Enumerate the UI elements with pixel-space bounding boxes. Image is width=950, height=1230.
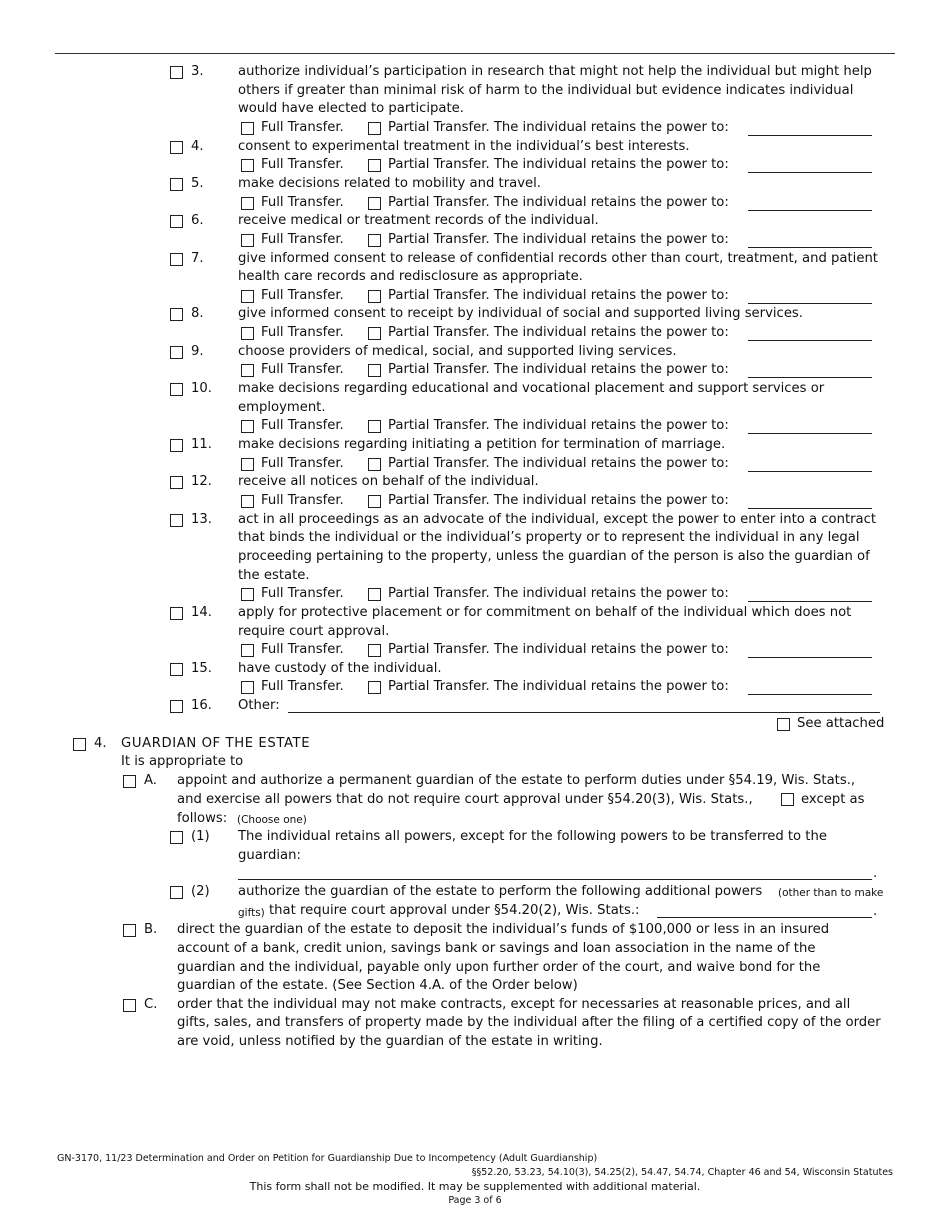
section-4-title: GUARDIAN OF THE ESTATE [121,736,311,751]
option-b-line-3: guardian and the individual, payable only upon further order of the court, and waive bond for the [177,960,821,975]
option-a2-period: . [873,904,878,919]
item-13-number: 13. [191,511,212,527]
footer-statutes: §§52.20, 53.23, 54.10(3), 54.25(2), 54.47, 54.74, Chapter 46 and 54, Wisconsin Statutes [471,1167,893,1178]
item-4-full-transfer-checkbox[interactable] [241,159,254,172]
option-a2-line-1: authorize the guardian of the estate to perform the following additional powers [238,884,763,899]
item-5-full-transfer-checkbox[interactable] [241,197,254,210]
option-a1-line-1: The individual retains all powers, except for the following powers to be transferred to the [238,829,827,844]
choose-one-note: (Choose one) [237,814,307,826]
item-13-text: proceeding pertaining to the property, unless the guardian of the person is also the guardian of [238,548,870,564]
option-c-checkbox[interactable] [123,999,136,1012]
option-c-label: C. [144,997,158,1012]
item-8-partial-transfer-label: Partial Transfer. The individual retains the power to: [388,325,729,341]
option-b-line-2: account of a bank, credit union, savings bank or savings and loan association in the name of the [177,941,816,956]
option-b-label: B. [144,922,158,937]
item-5-partial-transfer-checkbox[interactable] [368,197,381,210]
option-b-line-4: guardian of the estate. (See Section 4.A. of the Order below) [177,978,578,993]
item-15-partial-transfer-label: Partial Transfer. The individual retains the power to: [388,679,729,695]
section-4-number: 4. [94,736,107,751]
option-a1-blank[interactable] [238,879,872,880]
item-11-number: 11. [191,437,212,452]
see-attached-checkbox[interactable] [777,718,790,731]
option-a1-period: . [873,866,878,881]
except-as-follows-checkbox[interactable] [781,793,794,806]
footer-page-number: Page 3 of 6 [448,1195,502,1206]
item-13-text: act in all proceedings as an advocate of the individual, except the power to enter into a contract [238,511,877,527]
item-6-full-transfer-checkbox[interactable] [241,234,254,247]
item-14-text: require court approval. [238,623,390,639]
item-16-checkbox[interactable] [170,700,183,713]
item-7-text: give informed consent to release of confidential records other than court, treatment, and patient [238,250,878,266]
item-4-partial-transfer-checkbox[interactable] [368,159,381,172]
item-8-full-transfer-label: Full Transfer. [261,325,344,341]
item-9-retains-blank[interactable] [748,377,872,378]
section-4-checkbox[interactable] [73,738,86,751]
item-7-full-transfer-checkbox[interactable] [241,290,254,303]
item-15-retains-blank[interactable] [748,694,872,695]
item-10-retains-blank[interactable] [748,433,872,434]
item-5-checkbox[interactable] [170,178,183,191]
item-7-number: 7. [191,250,204,266]
item-10-full-transfer-label: Full Transfer. [261,418,344,434]
item-5-partial-transfer-label: Partial Transfer. The individual retains the power to: [388,194,729,210]
item-14-number: 14. [191,604,212,620]
item-12-checkbox[interactable] [170,476,183,489]
item-7-checkbox[interactable] [170,253,183,266]
item-10-full-transfer-checkbox[interactable] [241,420,254,433]
item-9-partial-transfer-checkbox[interactable] [368,364,381,377]
item-8-checkbox[interactable] [170,308,183,321]
item-11-partial-transfer-label: Partial Transfer. The individual retains the power to: [388,455,729,471]
item-6-checkbox[interactable] [170,215,183,228]
option-a2-label: (2) [191,884,210,899]
item-9-number: 9. [191,343,204,359]
option-a-line-1: appoint and authorize a permanent guardian of the estate to perform duties under §54.19, Wis. Stats., [177,773,856,788]
option-a2-note: (other than to make [778,887,884,899]
item-10-text: employment. [238,399,326,415]
item-7-partial-transfer-label: Partial Transfer. The individual retains the power to: [388,287,729,303]
item-5-retains-blank[interactable] [748,210,872,211]
item-11-retains-blank[interactable] [748,471,872,472]
item-9-partial-transfer-label: Partial Transfer. The individual retains the power to: [388,362,729,378]
item-8-partial-transfer-checkbox[interactable] [368,327,381,340]
item-14-checkbox[interactable] [170,607,183,620]
item-3-text: would have elected to participate. [238,101,464,117]
item-15-number: 15. [191,660,212,676]
item-8-full-transfer-checkbox[interactable] [241,327,254,340]
item-6-partial-transfer-checkbox[interactable] [368,234,381,247]
option-c-line-3: are void, unless notified by the guardian of the estate in writing. [177,1034,603,1049]
option-a-line-3: follows: [177,811,228,826]
item-4-retains-blank[interactable] [748,172,872,173]
item-11-full-transfer-checkbox[interactable] [241,458,254,471]
item-15-checkbox[interactable] [170,663,183,676]
option-a2-blank[interactable] [657,917,872,918]
item-12-number: 12. [191,474,212,490]
option-a-label: A. [144,773,157,788]
other-blank[interactable] [288,712,880,713]
item-3-checkbox[interactable] [170,66,183,79]
option-a-checkbox[interactable] [123,775,136,788]
item-13-partial-transfer-label: Partial Transfer. The individual retains the power to: [388,586,729,602]
item-14-retains-blank[interactable] [748,657,872,658]
option-a2-line-2: that require court approval under §54.20(2), Wis. Stats.: [269,903,640,918]
item-6-retains-blank[interactable] [748,247,872,248]
item-3-text: authorize individual’s participation in research that might not help the individual but might help [238,64,872,79]
item-5-text: make decisions related to mobility and travel. [238,175,541,191]
item-9-full-transfer-checkbox[interactable] [241,364,254,377]
item-11-partial-transfer-checkbox[interactable] [368,458,381,471]
item-10-text: make decisions regarding educational and vocational placement and support services or [238,381,825,397]
item-3-partial-transfer-checkbox[interactable] [368,122,381,135]
item-7-text: health care records and redisclosure as appropriate. [238,269,583,285]
item-10-number: 10. [191,381,212,397]
item-14-partial-transfer-checkbox[interactable] [368,644,381,657]
item-4-text: consent to experimental treatment in the individual’s best interests. [238,138,690,154]
item-9-text: choose providers of medical, social, and supported living services. [238,343,677,359]
item-9-full-transfer-label: Full Transfer. [261,362,344,378]
item-4-full-transfer-label: Full Transfer. [261,157,344,173]
item-13-checkbox[interactable] [170,514,183,527]
item-6-number: 6. [191,213,204,229]
item-15-partial-transfer-checkbox[interactable] [368,681,381,694]
section-4-intro: It is appropriate to [121,754,244,769]
item-13-full-transfer-label: Full Transfer. [261,586,344,602]
item-10-checkbox[interactable] [170,383,183,396]
item-10-partial-transfer-checkbox[interactable] [368,420,381,433]
option-a-line-2: and exercise all powers that do not require court approval under §54.20(3), Wis. Stats., [177,792,753,807]
item-14-full-transfer-checkbox[interactable] [241,644,254,657]
item-12-partial-transfer-label: Partial Transfer. The individual retains the power to: [388,492,729,508]
item-15-full-transfer-checkbox[interactable] [241,681,254,694]
item-12-full-transfer-checkbox[interactable] [241,495,254,508]
option-a2-checkbox[interactable] [170,886,183,899]
item-13-full-transfer-checkbox[interactable] [241,588,254,601]
option-a1-checkbox[interactable] [170,831,183,844]
option-b-checkbox[interactable] [123,924,136,937]
item-7-retains-blank[interactable] [748,303,872,304]
option-c-line-2: gifts, sales, and transfers of property made by the individual after the filing of a certified copy of the order [177,1015,881,1030]
item-13-partial-transfer-checkbox[interactable] [368,588,381,601]
item-11-text: make decisions regarding initiating a petition for termination of marriage. [238,437,726,452]
item-8-number: 8. [191,306,204,322]
item-14-text: apply for protective placement or for commitment on behalf of the individual which does not [238,604,852,620]
see-attached-label: See attached [797,716,885,731]
item-8-text: give informed consent to receipt by individual of social and supported living services. [238,306,803,322]
item-7-partial-transfer-checkbox[interactable] [368,290,381,303]
item-13-retains-blank[interactable] [748,601,872,602]
item-5-number: 5. [191,175,204,191]
option-a-except-as: except as [801,792,865,807]
item-8-retains-blank[interactable] [748,340,872,341]
item-13-text: the estate. [238,567,310,583]
item-3-partial-transfer-label: Partial Transfer. The individual retains the power to: [388,119,729,135]
item-16-label: Other: [238,698,280,713]
item-3-retains-blank[interactable] [748,135,872,136]
option-a1-label: (1) [191,829,210,844]
item-4-checkbox[interactable] [170,141,183,154]
item-16-number: 16. [191,698,212,713]
item-15-text: have custody of the individual. [238,660,442,676]
option-a1-line-2: guardian: [238,848,301,863]
item-6-text: receive medical or treatment records of the individual. [238,213,599,229]
item-12-text: receive all notices on behalf of the individual. [238,474,539,490]
option-a2-note-2: gifts) [238,907,265,919]
item-11-full-transfer-label: Full Transfer. [261,455,344,471]
item-12-retains-blank[interactable] [748,508,872,509]
item-11-checkbox[interactable] [170,439,183,452]
item-12-partial-transfer-checkbox[interactable] [368,495,381,508]
item-4-number: 4. [191,138,204,154]
top-rule [55,53,895,54]
item-3-text: others if greater than minimal risk of harm to the individual but evidence indicates individual [238,82,854,98]
option-b-line-1: direct the guardian of the estate to deposit the individual’s funds of $100,000 or less in an insured [177,922,830,937]
item-9-checkbox[interactable] [170,346,183,359]
item-10-partial-transfer-label: Partial Transfer. The individual retains the power to: [388,418,729,434]
footer-form-id: GN-3170, 11/23 Determination and Order on Petition for Guardianship Due to Incompetency (Adult Guardianship) [57,1153,598,1164]
item-4-partial-transfer-label: Partial Transfer. The individual retains the power to: [388,157,729,173]
item-3-full-transfer-label: Full Transfer. [261,119,344,135]
item-3-full-transfer-checkbox[interactable] [241,122,254,135]
footer-notice: This form shall not be modified. It may be supplemented with additional material. [249,1180,701,1193]
item-12-full-transfer-label: Full Transfer. [261,492,344,508]
item-6-full-transfer-label: Full Transfer. [261,231,344,247]
item-14-full-transfer-label: Full Transfer. [261,642,344,658]
item-13-text: that binds the individual or the individual’s property or to represent the individual in any legal [238,530,860,546]
item-14-partial-transfer-label: Partial Transfer. The individual retains the power to: [388,642,729,658]
item-6-partial-transfer-label: Partial Transfer. The individual retains the power to: [388,231,729,247]
option-c-line-1: order that the individual may not make contracts, except for necessaries at reasonable prices, and all [177,997,851,1012]
item-5-full-transfer-label: Full Transfer. [261,194,344,210]
item-3-number: 3. [191,64,204,79]
item-15-full-transfer-label: Full Transfer. [261,679,344,695]
item-7-full-transfer-label: Full Transfer. [261,287,344,303]
